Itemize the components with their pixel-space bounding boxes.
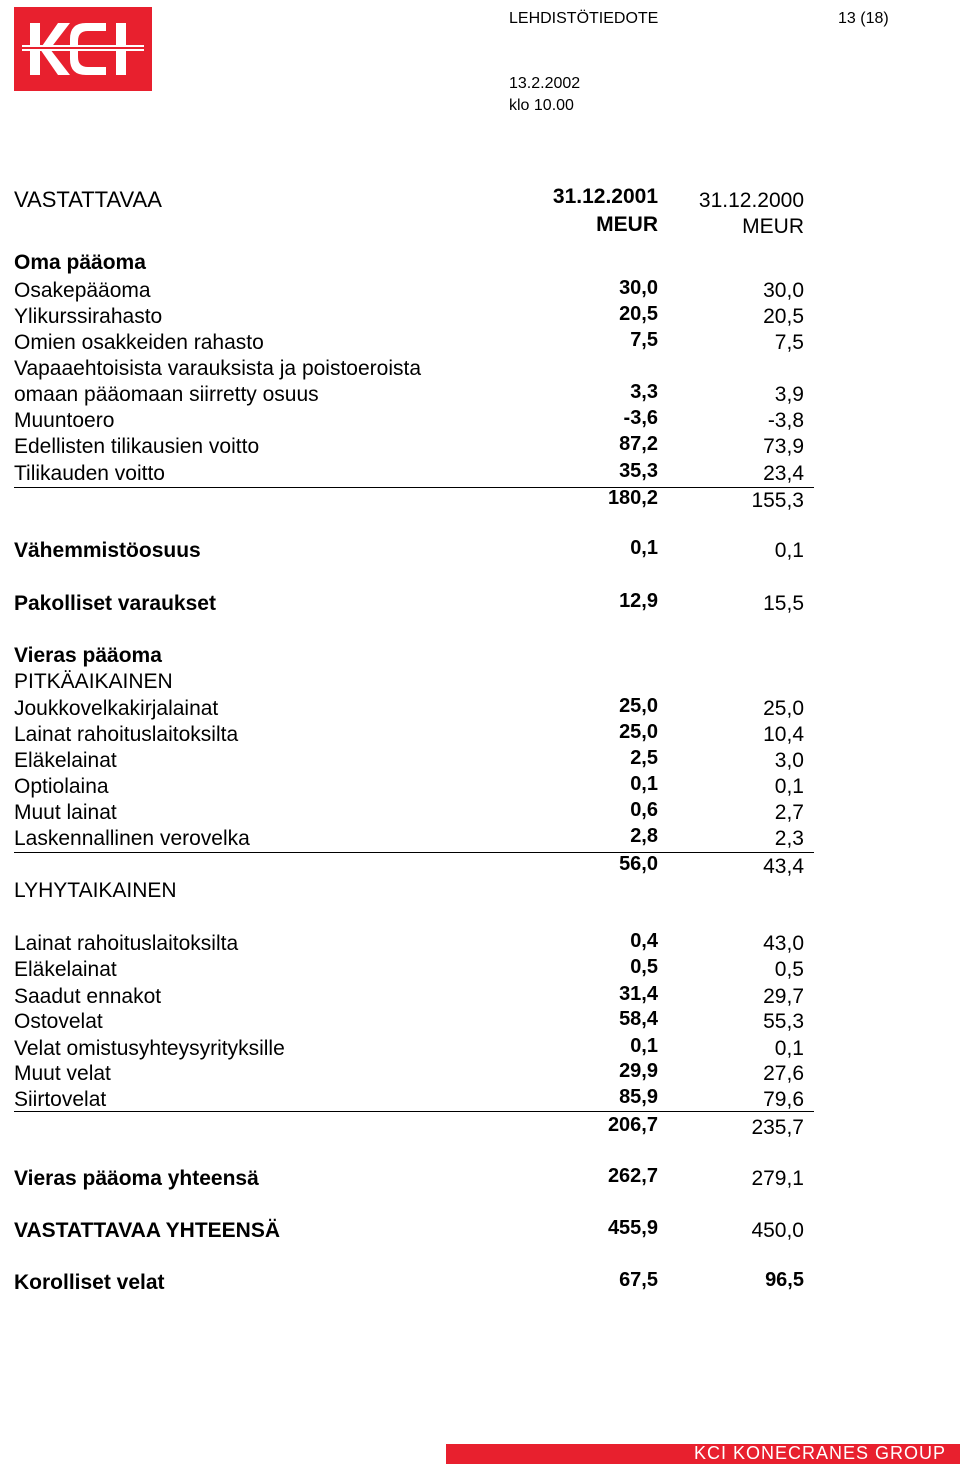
row-label: Oma pääoma bbox=[14, 251, 146, 274]
row-label: Velat omistusyhteysyrityksille bbox=[14, 1037, 285, 1060]
total-row bbox=[14, 1219, 814, 1245]
kci-logo-icon bbox=[14, 7, 152, 91]
table-row bbox=[14, 644, 814, 670]
row-label: LYHYTAIKAINEN bbox=[14, 879, 177, 902]
value-2000: 43,4 bbox=[763, 855, 804, 878]
subtotal-row bbox=[14, 489, 814, 515]
subtotal-rule bbox=[14, 852, 814, 853]
value-2000: 30,0 bbox=[763, 279, 804, 302]
row-label: Lainat rahoituslaitoksilta bbox=[14, 932, 239, 955]
table-row bbox=[14, 331, 814, 357]
value-2000: 0,1 bbox=[774, 539, 804, 562]
row-label: Tilikauden voitto bbox=[14, 462, 165, 485]
value-2001: 0,1 bbox=[630, 773, 658, 795]
row-label: VASTATTAVAA YHTEENSÄ bbox=[14, 1219, 281, 1242]
value-2001: 455,9 bbox=[607, 1217, 658, 1239]
value-2000: 73,9 bbox=[763, 435, 804, 458]
value-2000: 20,5 bbox=[763, 305, 804, 328]
value-2000: 29,7 bbox=[763, 985, 804, 1008]
col2-unit: MEUR bbox=[742, 215, 804, 238]
value-2001: 67,5 bbox=[619, 1269, 658, 1291]
col2-date: 31.12.2000 bbox=[698, 189, 804, 212]
table-row bbox=[14, 357, 814, 383]
release-time: klo 10.00 bbox=[509, 97, 574, 114]
table-row bbox=[14, 1037, 814, 1063]
table-row bbox=[14, 435, 814, 461]
row-label: Vapaaehtoisista varauksista ja poistoeroista bbox=[14, 357, 422, 380]
value-2000: 2,3 bbox=[774, 827, 804, 850]
row-label: PITKÄAIKAINEN bbox=[14, 670, 173, 693]
row-label: Muuntoero bbox=[14, 409, 115, 432]
value-2000: 96,5 bbox=[765, 1269, 804, 1291]
subtotal-rule bbox=[14, 487, 814, 488]
table-row bbox=[14, 305, 814, 331]
row-label: Muut lainat bbox=[14, 801, 117, 824]
table-row bbox=[14, 1010, 814, 1036]
value-2001: 0,1 bbox=[630, 537, 658, 559]
value-2001: 7,5 bbox=[630, 329, 658, 351]
table-row bbox=[14, 985, 814, 1011]
value-2000: 15,5 bbox=[763, 592, 804, 615]
value-2000: 10,4 bbox=[763, 723, 804, 746]
row-label: Korolliset velat bbox=[14, 1271, 165, 1294]
value-2001: -3,6 bbox=[623, 407, 658, 429]
table-row bbox=[14, 670, 814, 696]
total-row bbox=[14, 1167, 814, 1193]
table-row bbox=[14, 801, 814, 827]
subtotal-row bbox=[14, 855, 814, 881]
value-2001: 0,4 bbox=[630, 930, 658, 952]
table-row bbox=[14, 697, 814, 723]
row-label: Ostovelat bbox=[14, 1010, 103, 1033]
subtotal-row bbox=[14, 1116, 814, 1142]
value-2001: 20,5 bbox=[619, 303, 658, 325]
table-row bbox=[14, 1062, 814, 1088]
row-label: Eläkelainat bbox=[14, 749, 117, 772]
value-2001: 262,7 bbox=[607, 1165, 658, 1187]
table-row bbox=[14, 958, 814, 984]
company-logo bbox=[14, 7, 152, 91]
table-row bbox=[14, 592, 814, 618]
value-2000: -3,8 bbox=[767, 409, 804, 432]
table-row bbox=[14, 775, 814, 801]
value-2000: 27,6 bbox=[763, 1062, 804, 1085]
row-label: Ylikurssirahasto bbox=[14, 305, 163, 328]
row-label: Omien osakkeiden rahasto bbox=[14, 331, 264, 354]
table-title: VASTATTAVAA bbox=[14, 187, 162, 212]
value-2001: 12,9 bbox=[619, 590, 658, 612]
table-row bbox=[14, 462, 814, 488]
row-label: Muut velat bbox=[14, 1062, 111, 1085]
value-2001: 58,4 bbox=[619, 1008, 658, 1030]
table-row bbox=[14, 409, 814, 435]
value-2001: 2,5 bbox=[630, 747, 658, 769]
row-label: Pakolliset varaukset bbox=[14, 592, 216, 615]
value-2001: 0,1 bbox=[630, 1035, 658, 1057]
value-2001: 35,3 bbox=[619, 460, 658, 482]
value-2001: 31,4 bbox=[619, 983, 658, 1005]
value-2000: 235,7 bbox=[751, 1116, 804, 1139]
table-row bbox=[14, 539, 814, 565]
page-number: 13 (18) bbox=[838, 10, 889, 27]
table-row bbox=[14, 723, 814, 749]
value-2000: 3,9 bbox=[774, 383, 804, 406]
value-2001: 56,0 bbox=[619, 853, 658, 875]
row-label: Vähemmistöosuus bbox=[14, 539, 201, 562]
value-2000: 23,4 bbox=[763, 462, 804, 485]
value-2000: 0,1 bbox=[774, 775, 804, 798]
document-type: LEHDISTÖTIEDOTE bbox=[509, 10, 659, 27]
value-2001: 0,5 bbox=[630, 956, 658, 978]
table-row bbox=[14, 383, 814, 409]
value-2000: 155,3 bbox=[751, 489, 804, 512]
table-row bbox=[14, 879, 814, 905]
value-2000: 0,1 bbox=[774, 1037, 804, 1060]
table-row bbox=[14, 827, 814, 853]
value-2000: 79,6 bbox=[763, 1088, 804, 1111]
value-2001: 25,0 bbox=[619, 695, 658, 717]
value-2000: 43,0 bbox=[763, 932, 804, 955]
table-row bbox=[14, 251, 814, 277]
value-2001: 29,9 bbox=[619, 1060, 658, 1082]
value-2000: 7,5 bbox=[774, 331, 804, 354]
value-2000: 55,3 bbox=[763, 1010, 804, 1033]
row-label: Optiolaina bbox=[14, 775, 109, 798]
col1-date: 31.12.2001 bbox=[552, 185, 658, 208]
value-2001: 0,6 bbox=[630, 799, 658, 821]
table-row bbox=[14, 749, 814, 775]
value-2000: 0,5 bbox=[774, 958, 804, 981]
value-2000: 2,7 bbox=[774, 801, 804, 824]
subtotal-rule bbox=[14, 1111, 814, 1112]
row-label: Siirtovelat bbox=[14, 1088, 107, 1111]
row-label: Saadut ennakot bbox=[14, 985, 162, 1008]
row-label: Vieras pääoma yhteensä bbox=[14, 1167, 259, 1190]
table-row bbox=[14, 279, 814, 305]
value-2001: 206,7 bbox=[607, 1114, 658, 1136]
row-label: Vieras pääoma bbox=[14, 644, 162, 667]
table-row bbox=[14, 932, 814, 958]
row-label: Joukkovelkakirjalainat bbox=[14, 697, 219, 720]
row-label: Edellisten tilikausien voitto bbox=[14, 435, 260, 458]
total-row bbox=[14, 1271, 814, 1297]
row-label: Laskennallinen verovelka bbox=[14, 827, 250, 850]
value-2001: 25,0 bbox=[619, 721, 658, 743]
row-label: Osakepääoma bbox=[14, 279, 151, 302]
value-2000: 450,0 bbox=[751, 1219, 804, 1242]
value-2000: 3,0 bbox=[774, 749, 804, 772]
value-2000: 279,1 bbox=[751, 1167, 804, 1190]
value-2001: 87,2 bbox=[619, 433, 658, 455]
row-label: Lainat rahoituslaitoksilta bbox=[14, 723, 239, 746]
footer-company: KCI KONECRANES GROUP bbox=[693, 1443, 946, 1463]
value-2001: 85,9 bbox=[619, 1086, 658, 1108]
value-2001: 2,8 bbox=[630, 825, 658, 847]
value-2001: 30,0 bbox=[619, 277, 658, 299]
release-date: 13.2.2002 bbox=[509, 75, 581, 92]
value-2001: 3,3 bbox=[630, 381, 658, 403]
row-label: Eläkelainat bbox=[14, 958, 117, 981]
col1-unit: MEUR bbox=[596, 213, 658, 236]
row-label: omaan pääomaan siirretty osuus bbox=[14, 383, 319, 406]
value-2000: 25,0 bbox=[763, 697, 804, 720]
value-2001: 180,2 bbox=[607, 487, 658, 509]
